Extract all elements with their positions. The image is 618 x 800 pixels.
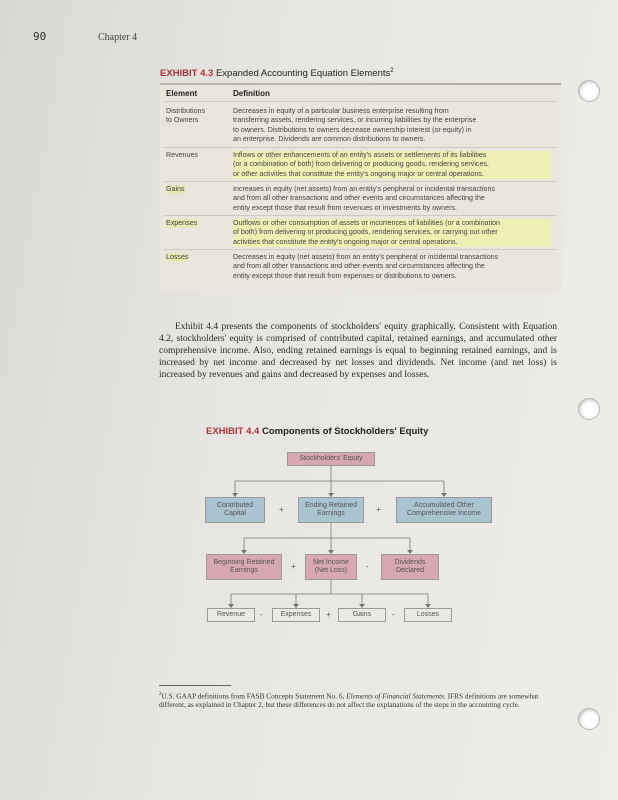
table-divider — [164, 249, 557, 250]
definition-cell: Inflows or other enhancements of an entity's assets or settlements of its liabilities (or a combination of both) from delivering or producing goods, rendering services, or other activities that constitute the entity's ongoing major or central operations. — [233, 151, 551, 179]
exhibit-title-text: Components of Stockholders' Equity — [261, 426, 429, 437]
footnote-text: . IFRS definitions are somewhat different, as explained in Chapter 2, but these differences do not affect the explanations of the steps in the accounting cycle. — [159, 691, 539, 710]
footnote-italic-title: Elements of Financial Statements — [346, 691, 445, 701]
exhibit-title-text: Expanded Accounting Equation Elements — [215, 68, 391, 80]
node-net-income: Net Income (Net Loss) — [305, 554, 357, 580]
element-cell: Revenues — [166, 151, 198, 159]
minus-operator: - — [392, 610, 395, 619]
page-number: 90 — [33, 30, 47, 43]
element-cell: Distributions to Owners — [166, 107, 206, 125]
elements-table — [160, 83, 561, 293]
node-revenue: Revenue — [207, 608, 255, 622]
node-contributed-capital: Contributed Capital — [205, 497, 265, 523]
node-beginning-retained-earnings: Beginning Retained Earnings — [206, 554, 282, 580]
minus-operator: - — [366, 562, 369, 571]
binder-hole — [578, 398, 600, 420]
definition-cell: Outflows or other consumption of assets or incurrences of liabilities (or a combination of both) from delivering or producing goods, rendering services, or carrying out other activities that constitute the entity's ongoing major or central operations. — [233, 219, 551, 247]
table-divider — [164, 101, 557, 102]
plus-operator: + — [376, 505, 381, 514]
table-divider — [164, 181, 557, 182]
footnote-divider — [159, 685, 231, 686]
exhibit-number: EXHIBIT 4.3 — [160, 68, 214, 80]
body-paragraph: Exhibit 4.4 presents the components of stockholders' equity graphically. Consistent with Equation 4.2, stockholders' equity is comprised of contributed capital, retained earnings, and accumulated other comprehensive income. Also, ending retained earnings is equal to beginning retained earnings, and is increased by net income and decreased by net losses and dividends. Net income (and net loss) is increased by revenues and gains and decreased by expenses and losses. — [159, 322, 557, 380]
plus-operator: + — [326, 610, 331, 619]
binder-hole — [578, 80, 600, 102]
binder-hole — [578, 708, 600, 730]
node-losses: Losses — [404, 608, 452, 622]
definition-cell: Decreases in equity of a particular business enterprise resulting from transferring assets, rendering services, or incurring liabilities by the enterprise to owners. Distributions to owners decrease ownership interest (or equity) in an enterprise. Dividends are common distributions to owners. — [233, 107, 477, 143]
element-cell: Losses — [166, 253, 189, 261]
node-dividends-declared: Dividends Declared — [381, 554, 439, 580]
table-divider — [164, 215, 557, 216]
plus-operator: + — [279, 505, 284, 514]
column-header-element: Element — [166, 89, 198, 98]
node-accumulated-oci: Accumulated Other Comprehensive Income — [396, 497, 492, 523]
chapter-label: Chapter 4 — [98, 32, 138, 43]
definition-cell: Increases in equity (net assets) from an entity's peripheral or incidental transactions and from all other transactions and other events and circumstances affecting the entity except those that result from revenues or investments by owners. — [233, 185, 495, 212]
element-cell: Gains — [166, 185, 185, 193]
footnote — [159, 690, 551, 709]
node-stockholders-equity: Stockholders' Equity — [287, 452, 375, 466]
footnote-marker: 2 — [159, 692, 162, 697]
exhibit-4-3-title — [160, 68, 394, 79]
footnote-ref: 2 — [390, 68, 394, 74]
column-header-definition: Definition — [233, 89, 270, 98]
table-divider — [164, 147, 557, 148]
definition-cell: Decreases in equity (net assets) from an entity's peripheral or incidental transactions and from all other transactions and other events and circumstances affecting the entity except those that result from expenses or distributions to owners. — [233, 253, 499, 280]
node-ending-retained-earnings: Ending Retained Earnings — [298, 497, 364, 523]
plus-operator: + — [291, 562, 296, 571]
node-expenses: Expenses — [272, 608, 320, 622]
node-gains: Gains — [338, 608, 386, 622]
exhibit-number: EXHIBIT 4.4 — [206, 426, 260, 437]
exhibit-4-4-title — [206, 426, 428, 437]
footnote-text: U.S. GAAP definitions from FASB Concepts Statement No. 6, — [161, 691, 347, 701]
minus-operator: - — [260, 610, 263, 619]
element-cell: Expenses — [166, 219, 198, 227]
